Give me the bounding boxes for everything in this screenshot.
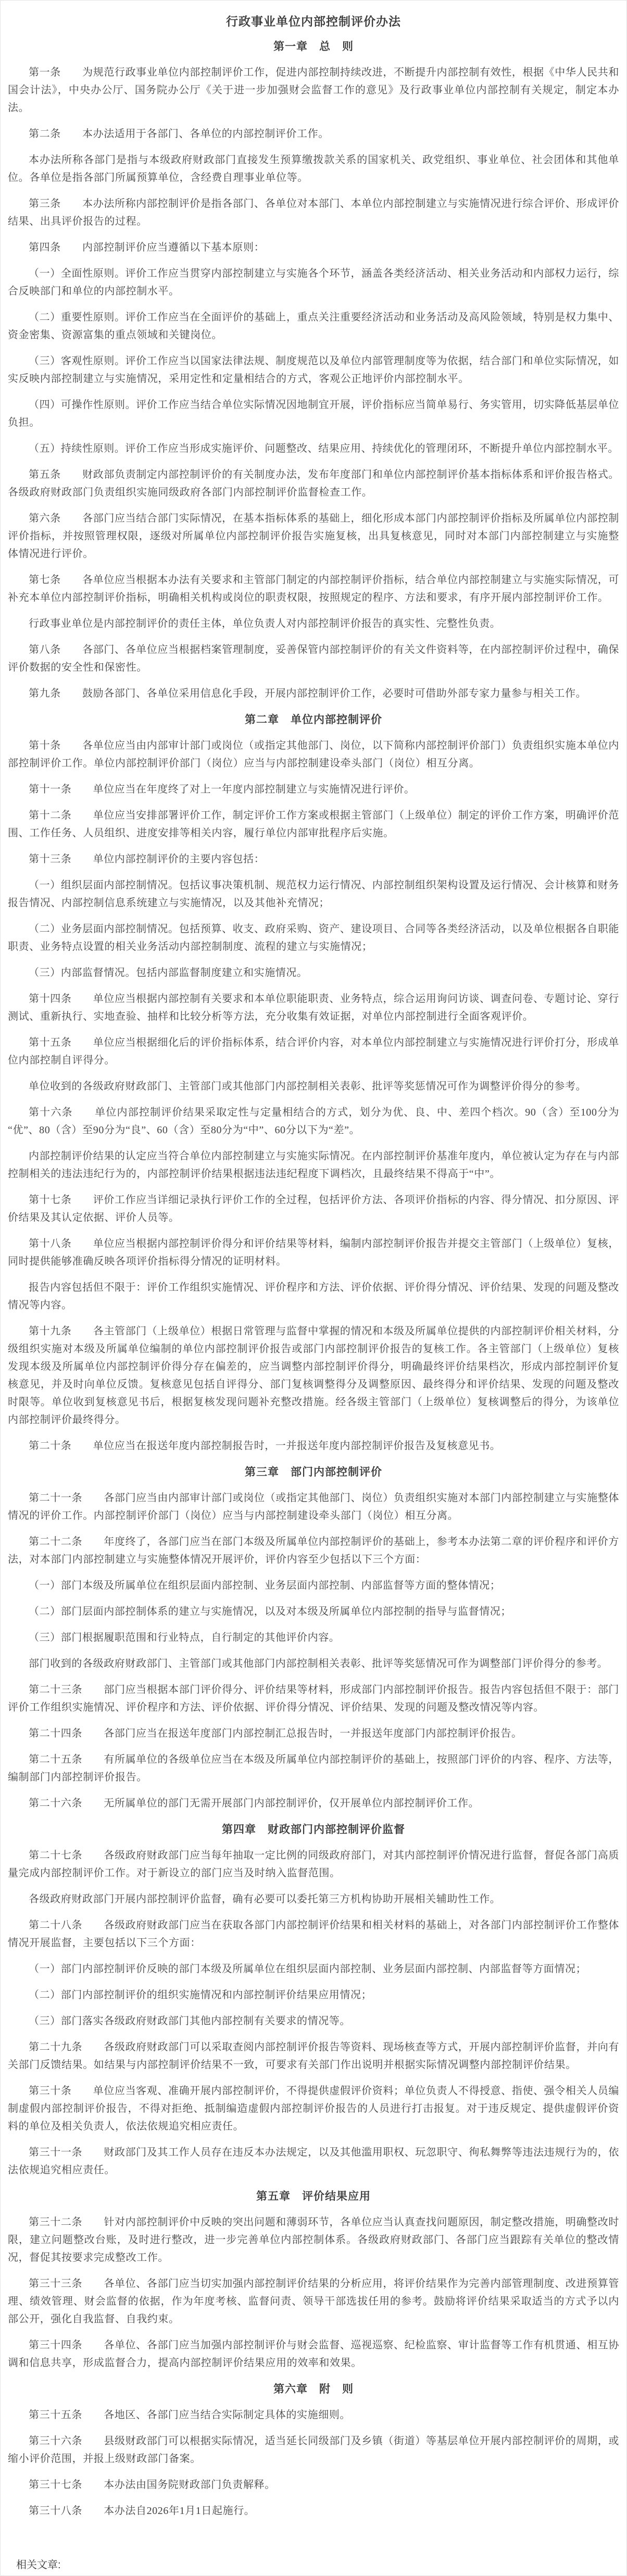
article-paragraph: 第十五条 单位应当根据细化后的评价指标体系，结合评价内容，对本单位内部控制建立与实施情况进行评价打分，形成单位内部控制自评得分。 bbox=[8, 1037, 619, 1066]
chapter-heading: 第三章 部门内部控制评价 bbox=[245, 1466, 382, 1478]
article-paragraph: 部门收到的各级政府财政部门、主管部门或其他部门内部控制相关表彰、批评等奖惩情况可作为调整部门评价得分的参考。 bbox=[29, 1658, 608, 1669]
article-paragraph: 第九条 鼓励各部门、各单位采用信息化手段，开展内部控制评价工作，必要时可借助外部专家力量参与相关工作。 bbox=[29, 688, 587, 699]
article-paragraph: （一）部门内部控制评价反映的部门本级及所属单位在组织层面内部控制、业务层面内部控制、内部监督等方面情况； bbox=[29, 1963, 587, 1975]
article-paragraph: 第二条 本办法适用于各部门、各单位的内部控制评价工作。 bbox=[29, 128, 329, 140]
document-body bbox=[1, 1, 626, 2520]
article-paragraph: 本办法所称各部门是指与本级政府财政部门直接发生预算缴拨款关系的国家机关、政党组织、事业单位、社会团体和其他单位。各单位是指各部门所属预算单位，含经费自理事业单位等。 bbox=[8, 154, 619, 183]
chapter-heading: 第四章 财政部门内部控制评价监督 bbox=[222, 1823, 405, 1836]
article-paragraph: 第七条 各单位应当根据本办法有关要求和主管部门制定的内部控制评价指标，结合单位内部控制建立与实施实际情况，可补充本单位内部控制评价指标，明确相关机构或岗位的职责权限，按照规定的程序、方法和要求，有序开展内部控制评价工作。 bbox=[8, 574, 619, 603]
chapter-heading: 第一章 总 则 bbox=[273, 40, 354, 53]
document-title: 行政事业单位内部控制评价办法 bbox=[226, 15, 401, 28]
article-paragraph: 第五条 财政部负责制定内部控制评价的有关制度办法，发布年度部门和单位内部控制评价基本指标体系和评价报告格式。各级政府财政部门负责组织实施同级政府各部门内部控制评价监督检查工作。 bbox=[8, 469, 619, 498]
related-articles-label: 相关文章: bbox=[16, 2559, 61, 2571]
article-paragraph: 第三十条 单位应当客观、准确开展内部控制评价，不得提供虚假评价资料；单位负责人不得授意、指使、强令相关人员编制虚假内部控制评价报告，不得对拒绝、抵制编造虚假内部控制评价报告的人员进行打击报复。对于违反规定、提供虚假评价资料的单位及相关负责人，依法依规追究相应责任。 bbox=[8, 2085, 619, 2132]
article-paragraph: 第二十二条 年度终了，各部门应当在部门本级及所属单位内部控制评价的基础上，参考本办法第二章的评价程序和评价方法，对本部门内部控制建立与实施整体情况开展评价，评价内容至少包括以下三个方面： bbox=[8, 1536, 619, 1565]
chapter-heading: 第六章 附 则 bbox=[273, 2383, 354, 2395]
article-paragraph: 第三十六条 县级财政部门可以根据实际情况，适当延长同级部门及乡镇（街道）等基层单位开展内部控制评价的周期，或缩小评价范围，并报上级财政部门备案。 bbox=[8, 2435, 619, 2464]
article-paragraph: （五）持续性原则。评价工作应当形成实施评价、问题整改、结果应用、持续优化的管理闭环，不断提升单位内部控制水平。 bbox=[29, 443, 619, 454]
article-paragraph: （一）组织层面内部控制情况。包括议事决策机制、规范权力运行情况、内部控制组织架构设置及运行情况、会计核算和财务报告情况、内部控制信息系统建立与实施情况，以及其他补充情况； bbox=[8, 880, 619, 909]
article-paragraph: 第八条 各部门、各单位应当根据档案管理制度，妥善保管内部控制评价的有关文件资料等，在内部控制评价过程中，确保评价数据的安全性和保密性。 bbox=[8, 644, 619, 673]
article-paragraph: 单位收到的各级政府财政部门、主管部门或其他部门内部控制相关表彰、批评等奖惩情况可作为调整评价得分的参考。 bbox=[29, 1081, 587, 1092]
article-paragraph: （三）部门落实各级政府财政部门其他内部控制有关要求的情况等。 bbox=[29, 2015, 350, 2027]
article-paragraph: 第二十七条 各级政府财政部门应当每年抽取一定比例的同级政府部门，对其内部控制评价情况进行监督，督促各部门高质量完成内部控制评价工作。对于新设立的部门应当及时纳入监督范围。 bbox=[8, 1850, 619, 1879]
article-paragraph: 内部控制评价结果的认定应当符合单位内部控制建立与实施实际情况。在内部控制评价基准年度内，单位被认定为存在与内部控制相关的违法违纪行为的，内部控制评价结果根据违法违纪程度下调档次，且最终结果不得高于“中”。 bbox=[8, 1150, 619, 1180]
article-paragraph: 行政事业单位是内部控制评价的责任主体，单位负责人对内部控制评价报告的真实性、完整性负责。 bbox=[29, 618, 501, 629]
article-paragraph: （三）内部监督情况。包括内部监督制度建立和实施情况。 bbox=[29, 967, 308, 979]
article-paragraph: 第三十七条 本办法由国务院财政部门负责解释。 bbox=[29, 2479, 275, 2491]
article-paragraph: 第三十四条 各单位、各部门应当加强内部控制评价与财会监督、巡视巡察、纪检监察、审计监督等工作有机贯通、相互协调和信息共享，形成监督合力，提高内部控制评价结果应用的效率和效果。 bbox=[8, 2339, 619, 2369]
article-paragraph: 第十二条 单位应当安排部署评价工作，制定评价工作方案或根据主管部门（上级单位）制定的评价工作方案，明确评价范围、工作任务、人员组织、进度安排等相关内容，履行单位内部审批程序后实施。 bbox=[8, 810, 619, 839]
article-paragraph: （二）部门层面内部控制体系的建立与实施情况，以及对本级及所属单位内部控制的指导与监督情况； bbox=[29, 1606, 511, 1617]
article-paragraph: 报告内容包括但不限于：评价工作组织实施情况、评价程序和方法、评价依据、评价得分情况、评价结果、发现的问题及整改情况等内容。 bbox=[8, 1282, 619, 1311]
article-paragraph: 第二十八条 各级政府财政部门应当在获取各部门内部控制评价结果和相关材料的基础上，对各部门内部控制评价工作整体情况开展监督，主要包括以下三个方面： bbox=[8, 1919, 619, 1949]
article-paragraph: 第二十九条 各级政府财政部门可以采取查阅内部控制评价报告等资料、现场核查等方式，开展内部控制评价监督，并向有关部门反馈结果。如结果与内部控制评价结果不一致，可要求有关部门作出说明并根据实际情况调整内部控制评价结果。 bbox=[8, 2041, 619, 2071]
article-paragraph: 第二十三条 部门应当根据本部门评价得分、评价结果等材料，形成部门内部控制评价报告。报告内容包括但不限于：部门评价工作组织实施情况、评价程序和方法、评价依据、评价得分情况、评价结果、发现的问题及整改情况等内容。 bbox=[8, 1684, 619, 1713]
article-paragraph: 第四条 内部控制评价应当遵循以下基本原则： bbox=[29, 242, 265, 253]
article-paragraph: 各级政府财政部门开展内部控制评价监督，确有必要可以委托第三方机构协助开展相关辅助性工作。 bbox=[29, 1893, 501, 1905]
article-paragraph: 第二十四条 各部门应当在报送年度部门内部控制汇总报告时，一并报送年度部门内部控制评价报告。 bbox=[29, 1728, 522, 1739]
article-paragraph: （三）客观性原则。评价工作应当以国家法律法规、制度规范以及单位内部管理制度等为依据，结合部门和单位实际情况，如实反映内部控制建立与实施情况，采用定性和定量相结合的方式，客观公正地评价内部控制水平。 bbox=[8, 355, 619, 385]
article-paragraph: 第十三条 单位内部控制评价的主要内容包括： bbox=[29, 853, 265, 865]
article-paragraph: 第三条 本办法所称内部控制评价是指各部门、各单位对本部门、本单位内部控制建立与实施情况进行综合评价、形成评价结果、出具评价报告的过程。 bbox=[8, 198, 619, 227]
article-paragraph: 第六条 各部门应当结合部门实际情况，在基本指标体系的基础上，细化形成本部门内部控制评价指标及所属单位内部控制评价指标，并按照管理权限，逐级对所属单位内部控制评价报告实施复核，出具复核意见，同时对本部门内部控制建立与实施整体情况进行评价。 bbox=[8, 513, 619, 560]
article-paragraph: 第十六条 单位内部控制评价结果采取定性与定量相结合的方式，划分为优、良、中、差四个档次。90（含）至100分为“优”、80（含）至90分为“良”、60（含）至80分为“中”、60分以下为“差”。 bbox=[8, 1107, 619, 1136]
article-paragraph: 第十九条 各主管部门（上级单位）根据日常管理与监督中掌握的情况和本级及所属单位提供的内部控制评价相关材料，分级组织实施对本级及所属单位编制的单位内部控制评价报告或部门内部控制评价报告的复核工作。各主管部门（上级单位）复核发现本级及所属单位内部控制评价得分存在偏差的，应当调整内部控制评价得分，明确最终评价结果档次，形成内部控制评价复核意见，并及时向单位反馈。复核意见包括自评得分、部门复核调整得分及调整原因、最终得分和评价结果、发现的问题及整改时限等。单位收到复核意见书后，根据复核发现问题补充整改措施。经各级主管部门（上级单位）复核调整后的得分，为该单位内部控制评价最终得分。 bbox=[8, 1326, 619, 1426]
article-paragraph: 第三十五条 各地区、各部门应当结合实际制定具体的实施细则。 bbox=[29, 2409, 350, 2421]
article-paragraph: （二）业务层面内部控制情况。包括预算、收支、政府采购、资产、建设项目、合同等各类经济活动，以及单位根据各自职能职责、业务特点设置的相关业务活动内部控制制度、流程的建立与实施情况； bbox=[8, 923, 619, 952]
article-paragraph: 第十八条 单位应当根据内部控制评价得分和评价结果等材料，编制内部控制评价报告并提交主管部门（上级单位）复核，同时提供能够准确反映各项评价指标得分情况的证明材料。 bbox=[8, 1238, 619, 1267]
article-paragraph: （一）全面性原则。评价工作应当贯穿内部控制建立与实施各个环节，涵盖各类经济活动、相关业务活动和内部权力运行，综合反映部门和单位的内部控制水平。 bbox=[8, 268, 619, 297]
article-paragraph: 第十七条 评价工作应当详细记录执行评价工作的全过程，包括评价方法、各项评价指标的内容、得分情况、扣分原因、评价结果及其认定依据、评价人员等。 bbox=[8, 1194, 619, 1223]
article-paragraph: 第十一条 单位应当在年度终了对上一年度内部控制建立与实施情况进行评价。 bbox=[29, 784, 415, 795]
article-paragraph: 第十条 各单位应当由内部审计部门或岗位（或指定其他部门、岗位，以下简称内部控制评价部门）负责组织实施本单位内部控制评价工作。单位内部控制评价部门（岗位）应当与内部控制建设牵头部门（岗位）相互分离。 bbox=[8, 740, 619, 769]
chapter-heading: 第二章 单位内部控制评价 bbox=[245, 713, 382, 726]
article-paragraph: 第十四条 单位应当根据内部控制有关要求和本单位职能职责、业务特点，综合运用询问访谈、调查问卷、专题讨论、穿行测试、重新执行、实地查验、抽样和比较分析等方法，充分收集有效证据，对单位内部控制进行全面客观评价。 bbox=[8, 993, 619, 1022]
article-paragraph: （四）可操作性原则。评价工作应当结合单位实际情况因地制宜开展，评价指标应当简单易行、务实管用，切实降低基层单位负担。 bbox=[8, 399, 619, 428]
article-paragraph: 第三十三条 各单位、各部门应当切实加强内部控制评价结果的分析应用，将评价结果作为完善内部管理制度、改进预算管理、绩效管理、财会监督的依据，作为年度考核、监督问责、领导干部选拔任用的参考。鼓励将评价结果采取适当的方式予以内部公开，强化自我监督、自我约束。 bbox=[8, 2278, 619, 2325]
article-paragraph: （二）部门内部控制评价的组织实施情况和内部控制评价结果应用情况； bbox=[29, 1989, 372, 2001]
article-paragraph: 第二十六条 无所属单位的部门无需开展部门内部控制评价，仅开展单位内部控制评价工作。 bbox=[29, 1798, 480, 1809]
article-paragraph: （一）部门本级及所属单位在组织层面内部控制、业务层面内部控制、内部监督等方面的整体情况； bbox=[29, 1580, 501, 1591]
article-paragraph: 第二十五条 有所属单位的各级单位应当在本级及所属单位内部控制评价的基础上，按照部门评价的内容、程序、方法等，编制部门内部控制评价报告。 bbox=[8, 1754, 619, 1783]
article-paragraph: 第三十二条 针对内部控制评价中反映的突出问题和薄弱环节，各单位应当认真查找问题原因，制定整改措施，明确整改时限，建立问题整改台账，及时进行整改，进一步完善单位内部控制体系。各级政府财政部门、各部门应当跟踪有关单位的整改情况，督促其按要求完成整改工作。 bbox=[8, 2216, 619, 2263]
article-paragraph: 第三十一条 财政部门及其工作人员存在违反本办法规定，以及其他滥用职权、玩忽职守、徇私舞弊等违法违规行为的，依法依规追究相应责任。 bbox=[8, 2147, 619, 2176]
article-paragraph: （二）重要性原则。评价工作应当在全面评价的基础上，重点关注重要经济活动和业务活动及高风险领域，特别是权力集中、资金密集、资源富集的重点领域和关键岗位。 bbox=[8, 312, 619, 341]
article-paragraph: 第二十条 单位应当在报送年度内部控制报告时，一并报送年度内部控制评价报告及复核意见书。 bbox=[29, 1440, 501, 1452]
article-paragraph: 第三十八条 本办法自2026年1月1日起施行。 bbox=[29, 2505, 255, 2517]
chapter-heading: 第五章 评价结果应用 bbox=[256, 2190, 371, 2202]
article-paragraph: 第一条 为规范行政事业单位内部控制评价工作，促进内部控制持续改进，不断提升内部控制有效性，根据《中华人民共和国会计法》，中央办公厅、国务院办公厅《关于进一步加强财会监督工作的意见》及行政事业单位内部控制有关规定，制定本办法。 bbox=[8, 67, 619, 114]
article-paragraph: （三）部门根据履职范围和行业特点，自行制定的其他评价内容。 bbox=[29, 1632, 340, 1643]
article-paragraph: 第二十一条 各部门应当由内部审计部门或岗位（或指定其他部门、岗位）负责组织实施对本部门内部控制建立与实施整体情况的评价工作。内部控制评价部门（岗位）应当与内部控制建设牵头部门（岗位）相互分离。 bbox=[8, 1492, 619, 1521]
